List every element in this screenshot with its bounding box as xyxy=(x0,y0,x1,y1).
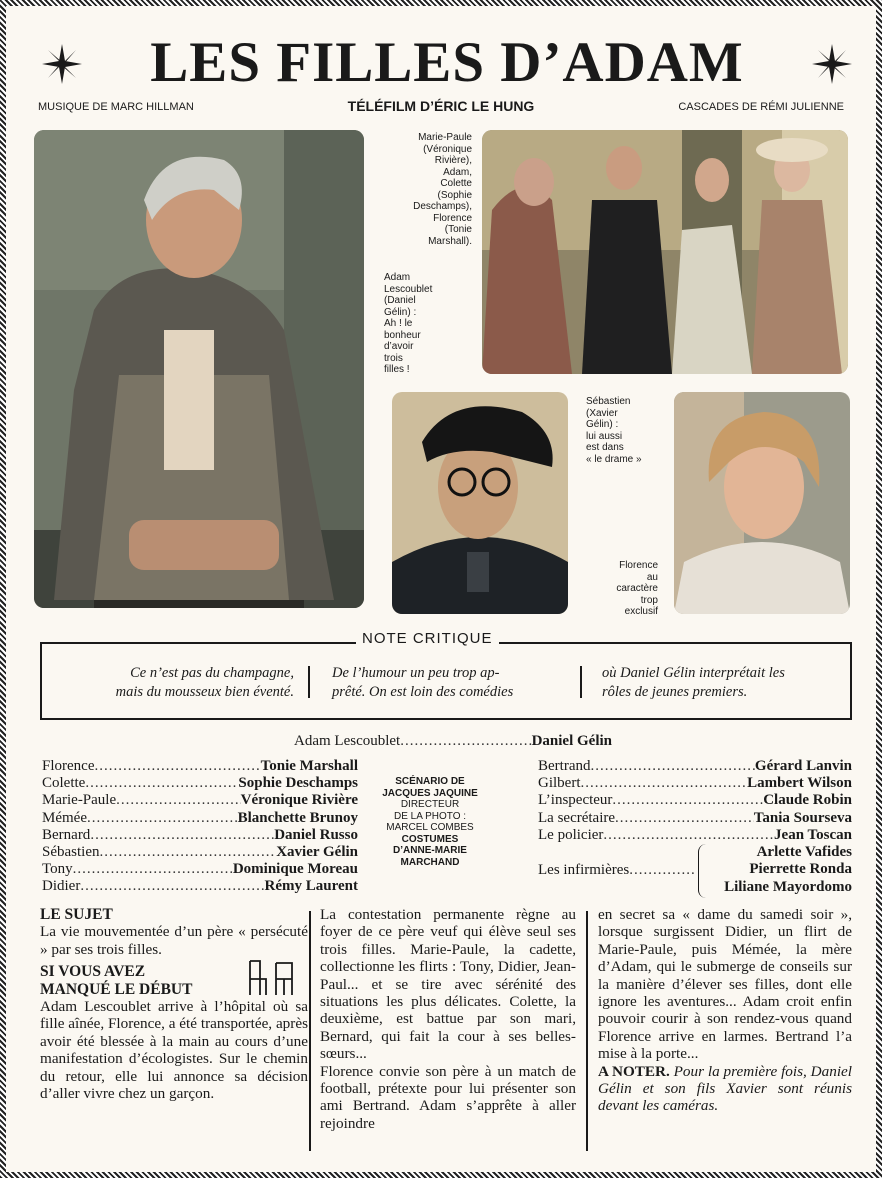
credit-stunts: CASCADES DE RÉMI JULIENNE xyxy=(678,101,844,113)
infirmieres-actors: Arlette Vafides Pierrette Ronda Liliane Mayordomo xyxy=(724,844,852,895)
a-noter-text: Pour la première fois, Daniel Gélin et son fils Xavier sont réunis devant les caméras. xyxy=(598,1062,853,1115)
cast-row: Gilbert ..... Lambert Wilson xyxy=(538,775,852,792)
photo-adam-seated xyxy=(34,130,364,608)
caption-adam: Adam Lescoublet (Daniel Gélin) : Ah ! le bonheur d’avoir trois filles ! xyxy=(384,272,433,375)
caption-sebastien: Sébastien (Xavier Gélin) : lui aussi est dans « le drame » xyxy=(586,396,642,465)
note-separator xyxy=(308,666,310,698)
cast-row: Le policier ..... Jean Toscan xyxy=(538,827,852,844)
a-noter xyxy=(598,1063,852,1115)
note-critique-col2: De l’humour un peu trop ap- prêté. On est loin des comédies xyxy=(332,665,514,700)
article-col3 xyxy=(598,906,852,1115)
note-critique-col3: où Daniel Gélin interprétait les rôles de jeunes premiers. xyxy=(602,665,785,700)
section-heading-sujet: LE SUJET xyxy=(40,906,113,923)
crew-credits: SCÉNARIO DE JACQUES JAQUINE DIRECTEUR DE LA PHOTO : MARCEL COMBES COSTUMES D’ANNE-MARIE MARCHAND xyxy=(382,776,478,868)
cast-row: Didier ..... Rémy Laurent xyxy=(42,878,358,895)
col2-paragraph-1: La contestation permanente règne au foyer de ce père veuf qui élève seul ses trois filles. Marie-Paule, la cadette, collectionne les flirts : Tony, Didier, Jean-Paul... et se tire avec sérénité des situations les plus délicates. Colette, la deuxième, est battue par son mari, Bernard, qui fait la cour à ses belles-sœurs... xyxy=(320,906,576,1063)
cast-row: Tony ..... Dominique Moreau xyxy=(42,861,358,878)
article-col1 xyxy=(40,906,308,1102)
photo-florence xyxy=(674,392,850,614)
photo-family-group xyxy=(482,130,848,374)
cast-row: Bernard ..... Daniel Russo xyxy=(42,827,358,844)
a-noter-heading: A NOTER. xyxy=(598,1062,670,1080)
note-critique-heading: NOTE CRITIQUE xyxy=(356,630,499,647)
chairs-icon xyxy=(246,959,296,997)
page-title: LES FILLES D’ADAM xyxy=(150,31,744,94)
col3-paragraph-1: en secret sa « dame du samedi soir », lorsque surgissent Didier, un flirt de Marie-Paule, puis Mémée, la mère d’Adam, qui le submerge de conseils sur la manière d’élever ses filles, dont elle ignore les aventures... Adam croit enfin pouvoir courir à son rendez-vous quand Florence arrive en larmes. Bertrand l’a mise à la porte... xyxy=(598,906,852,1063)
cast-row: La secrétaire ..... Tania Sourseva xyxy=(538,810,852,827)
star-ornament-left-icon xyxy=(42,44,82,84)
col2-paragraph-2: Florence convie son père à un match de football, prétexte pour lui présenter son ami Bertrand. Adam s’apprête à aller rejoindre xyxy=(320,1062,576,1132)
credit-director: TÉLÉFILM D’ÉRIC LE HUNG xyxy=(347,98,535,114)
star-ornament-right-icon xyxy=(812,44,852,84)
column-separator xyxy=(586,911,588,1151)
note-separator xyxy=(580,666,582,698)
sujet-text: La vie mouvementée d’un père « persécuté » par ses trois filles. xyxy=(40,923,308,958)
note-critique-col1: Ce n’est pas du champagne, mais du mousseux bien éventé. xyxy=(115,665,294,700)
cast-row: Mémée ..... Blanchette Brunoy xyxy=(42,810,358,827)
section-heading-debut-2: MANQUÉ LE DÉBUT xyxy=(40,980,193,998)
cast-row-lead: Adam Lescoublet ..... Daniel Gélin xyxy=(294,733,612,750)
cast-row-infirmieres: Les infirmières ..... xyxy=(538,862,696,879)
cast-row: L’inspecteur ..... Claude Robin xyxy=(538,792,852,809)
section-heading-debut-1: SI VOUS AVEZ xyxy=(40,963,146,981)
caption-group-photo: Marie-Paule (Véronique Rivière), Adam, Colette (Sophie Deschamps), Florence (Tonie Marshall). xyxy=(413,132,472,247)
cast-row: Sébastien ..... Xavier Gélin xyxy=(42,844,358,861)
article-col2 xyxy=(320,906,576,1132)
debut-text: Adam Lescoublet arrive à l’hôpital où sa fille aînée, Florence, a été transportée, après avoir été blessée à la main au cours d’une manifestation d’écologistes. Sur le chemin du retour, elle lui annonce sa décision d’aller vivre chez un garçon. xyxy=(40,998,308,1103)
caption-florence: Florence au caractère trop exclusif xyxy=(616,560,658,617)
column-separator xyxy=(309,911,311,1151)
debut-heading-block xyxy=(40,963,308,998)
cast-row: Bertrand ..... Gérard Lanvin xyxy=(538,758,852,775)
cast-row: Florence ..... Tonie Marshall xyxy=(42,758,358,775)
cast-row: Colette ..... Sophie Deschamps xyxy=(42,775,358,792)
cast-list-left xyxy=(42,758,358,896)
credit-music: MUSIQUE DE MARC HILLMAN xyxy=(38,101,194,113)
cast-row: Marie-Paule ..... Véronique Rivière xyxy=(42,792,358,809)
cast-list-right xyxy=(538,758,852,844)
photo-sebastien xyxy=(392,392,568,614)
